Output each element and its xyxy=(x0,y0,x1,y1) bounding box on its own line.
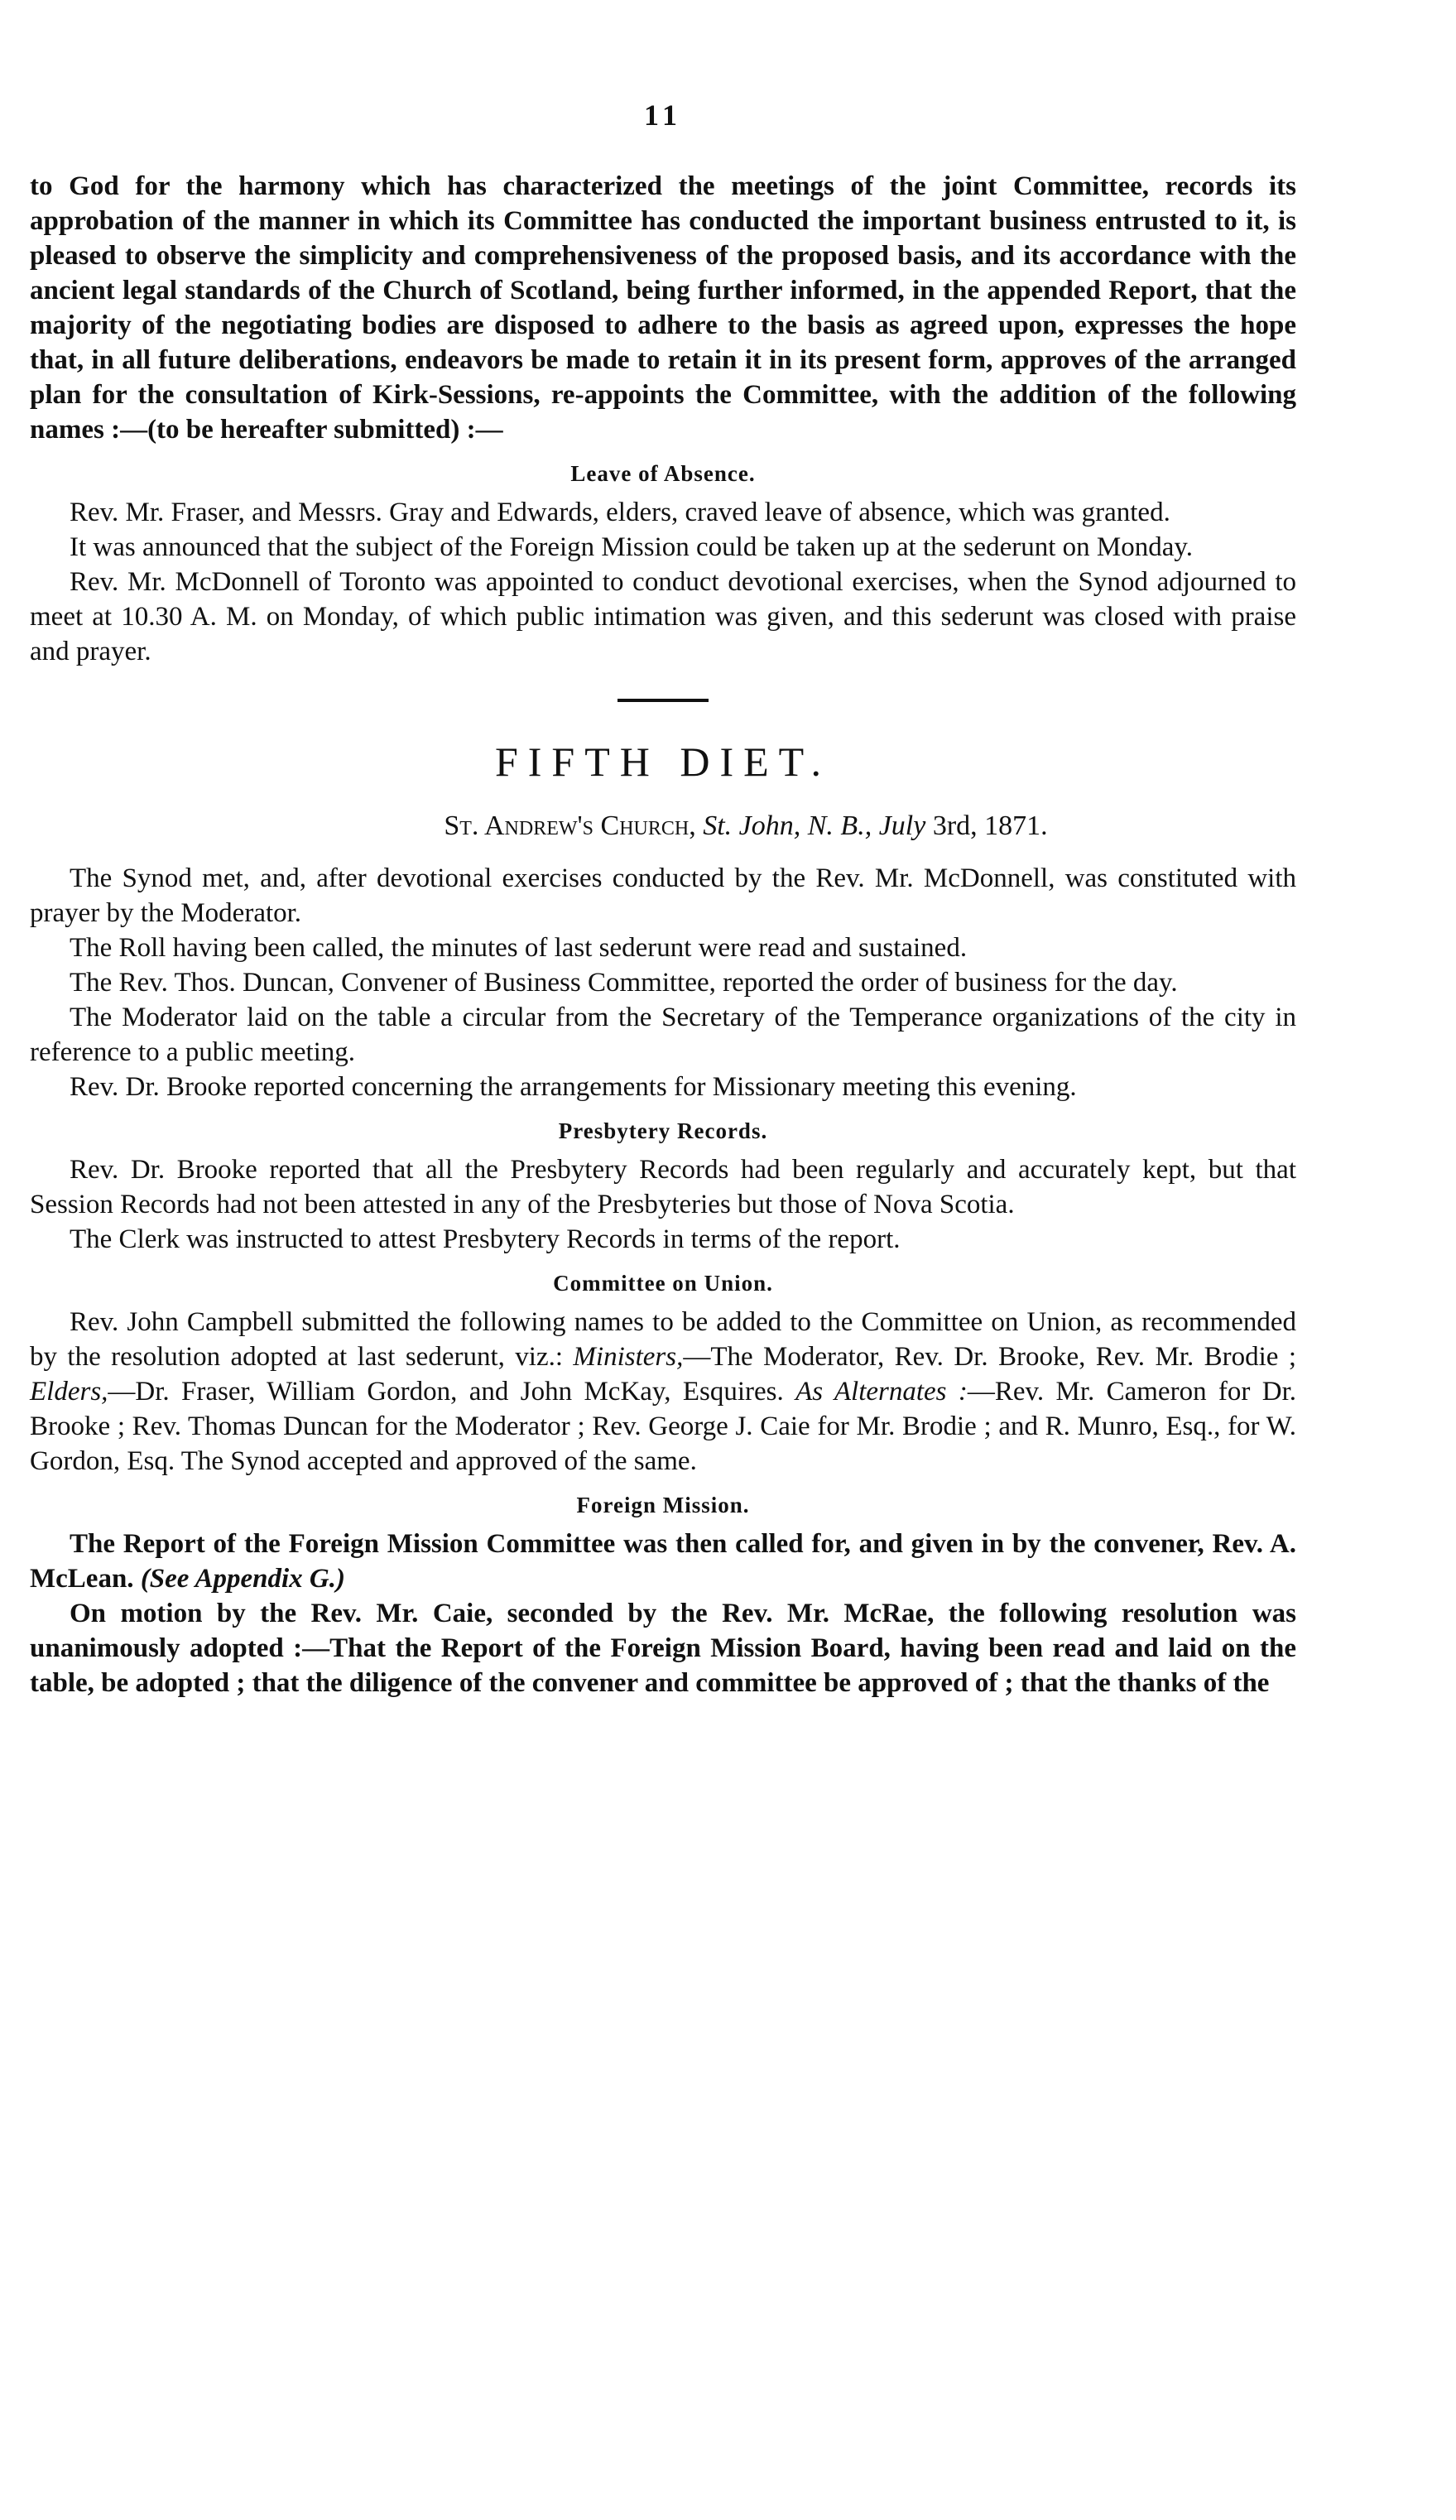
place-and-month: St. John, N. B., July xyxy=(703,810,926,841)
text-run: —The Moderator, Rev. Dr. Brooke, Rev. Mr. Brodie ; xyxy=(683,1342,1297,1372)
paragraph: The Roll having been called, the minutes of last sederunt were read and sustained. xyxy=(70,933,968,963)
diet-location-date xyxy=(30,808,1296,844)
leave-of-absence-section xyxy=(30,457,1296,669)
union-paragraph xyxy=(30,1305,1296,1479)
appendix-reference: (See Appendix G.) xyxy=(140,1564,345,1594)
year: , 1871. xyxy=(970,810,1048,841)
document-page xyxy=(30,98,1296,1700)
church-name: St. Andrew's Church, xyxy=(444,810,696,841)
text-run: —Dr. Fraser, William Gordon, and John McKay, Esquires. xyxy=(108,1377,796,1407)
paragraph: The Rev. Thos. Duncan, Convener of Business Committee, reported the order of business for the day. xyxy=(70,968,1178,998)
presbytery-records-section xyxy=(30,1114,1296,1257)
fifth-diet-section xyxy=(30,737,1296,1104)
paragraph: Rev. Mr. McDonnell of Toronto was appointed to conduct devotional exercises, when the Synod adjourned to meet at 10.30 A. M. on Monday, of which public intimation was given, and this sederunt was closed with praise and prayer. xyxy=(30,567,1296,666)
paragraph: The Moderator laid on the table a circular from the Secretary of the Temperance organizations of the city in reference to a public meeting. xyxy=(30,1003,1296,1067)
page-number: 11 xyxy=(643,99,682,132)
diet-title: FIFTH DIET. xyxy=(494,738,832,785)
paragraph: The Clerk was instructed to attest Presbytery Records in terms of the report. xyxy=(70,1224,901,1254)
paragraph: The Synod met, and, after devotional exercises conducted by the Rev. Mr. McDonnell, was constituted with prayer by the Moderator. xyxy=(30,863,1296,928)
committee-on-union-section xyxy=(30,1267,1296,1479)
paragraph xyxy=(30,1527,1296,1596)
paragraph: On motion by the Rev. Mr. Caie, seconded by the Rev. Mr. McRae, the following resolution was unanimously adopted :—That the Report of the Foreign Mission Board, having been read and laid on the table, be adopted ; that the diligence of the convener and committee be approved of ; that the thanks of the xyxy=(30,1599,1296,1698)
text-run: Rev. John Campbell submitted the following names to be added to the Committee on Union, as recommended by the resolution adopted at last sederunt, viz.: xyxy=(30,1307,1296,1372)
opening-paragraph: to God for the harmony which has characterized the meetings of the joint Committee, records its approbation of the manner in which its Committee has conducted the important business entrusted to it, is pleased to observe the simplicity and comprehensiveness of the proposed basis, and its accordance with the ancient legal standards of the Church of Scotland, being further informed, in the appended Report, that the majority of the negotiating bodies are disposed to adhere to the basis as agreed upon, expresses the hope that, in all future deliberations, endeavors be made to retain it in its present form, approves of the arranged plan for the consultation of Kirk-Sessions, re-appoints the Committee, with the addition of the following names :—(to be hereafter submitted) :— xyxy=(30,171,1296,445)
paragraph: Rev. Dr. Brooke reported concerning the arrangements for Missionary meeting this evening. xyxy=(70,1072,1077,1102)
paragraph: Rev. Mr. Fraser, and Messrs. Gray and Edwards, elders, craved leave of absence, which was granted. xyxy=(70,498,1170,527)
ministers-label: Ministers, xyxy=(573,1342,684,1372)
section-divider xyxy=(617,699,709,702)
day: 3rd xyxy=(932,810,971,841)
section-heading-foreign-mission: Foreign Mission. xyxy=(576,1493,750,1517)
section-heading-committee-on-union: Committee on Union. xyxy=(553,1271,773,1296)
paragraph: It was announced that the subject of the Foreign Mission could be taken up at the sederunt on Monday. xyxy=(70,532,1193,562)
foreign-mission-section xyxy=(30,1488,1296,1700)
text-run: The Report of the Foreign Mission Committee was then called for, and given in by the convener, Rev. A. McLean. xyxy=(30,1529,1296,1594)
text-run: —Rev. Mr. Cameron for Dr. Brooke ; Rev. Thomas Duncan for the Moderator ; Rev. George J. Caie for Mr. Brodie ; and R. Munro, Esq., for W. Gordon, Esq. The Synod accepted and approved of the same. xyxy=(30,1377,1296,1476)
alternates-label: As Alternates : xyxy=(795,1377,968,1407)
section-heading-leave-of-absence: Leave of Absence. xyxy=(570,461,756,486)
paragraph: Rev. Dr. Brooke reported that all the Presbytery Records had been regularly and accurately kept, but that Session Records had not been attested in any of the Presbyteries but those of Nova Scotia. xyxy=(30,1155,1296,1219)
section-heading-presbytery-records: Presbytery Records. xyxy=(558,1118,768,1143)
elders-label: Elders, xyxy=(30,1377,108,1407)
